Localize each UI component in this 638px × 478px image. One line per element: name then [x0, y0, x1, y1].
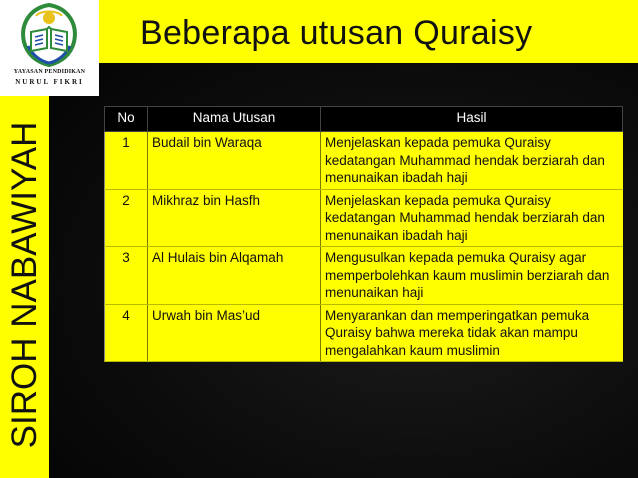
- cell-nama: Mikhraz bin Hasfh: [148, 189, 321, 247]
- cell-hasil: Menjelaskan kepada pemuka Quraisy kedatangan Muhammad hendak berziarah dan menunaikan ibadah haji: [321, 189, 623, 247]
- table-row: [105, 304, 623, 362]
- cell-nama: Budail bin Waraqa: [148, 132, 321, 190]
- cell-no: 1: [105, 132, 148, 190]
- cell-no: 4: [105, 304, 148, 362]
- header-no: No: [105, 107, 148, 132]
- table-header-row: [105, 107, 623, 132]
- cell-no: 3: [105, 247, 148, 305]
- utusan-table: [104, 106, 623, 362]
- table-row: [105, 189, 623, 247]
- cell-nama: Al Hulais bin Alqamah: [148, 247, 321, 305]
- header-hasil: Hasil: [321, 107, 623, 132]
- table-row: [105, 132, 623, 190]
- logo: [0, 0, 99, 96]
- cell-nama: Urwah bin Mas’ud: [148, 304, 321, 362]
- cell-no: 2: [105, 189, 148, 247]
- cell-hasil: Menjelaskan kepada pemuka Quraisy kedatangan Muhammad hendak berziarah dan menunaikan ibadah haji: [321, 132, 623, 190]
- yayasan-logo-icon: [16, 2, 82, 68]
- cell-hasil: Menyarankan dan memperingatkan pemuka Quraisy bahwa mereka tidak akan mampu mengalahkan kaum muslimin: [321, 304, 623, 362]
- header-nama: Nama Utusan: [148, 107, 321, 132]
- side-label: SIROH NABAWIYAH: [5, 121, 44, 449]
- logo-line-2: NURUL FIKRI: [15, 78, 84, 86]
- logo-line-1: YAYASAN PENDIDIKAN: [13, 69, 86, 75]
- slide-title: Beberapa utusan Quraisy: [140, 14, 533, 52]
- table-row: [105, 247, 623, 305]
- cell-hasil: Mengusulkan kepada pemuka Quraisy agar memperbolehkan kaum muslimin berziarah dan menunaikan haji: [321, 247, 623, 305]
